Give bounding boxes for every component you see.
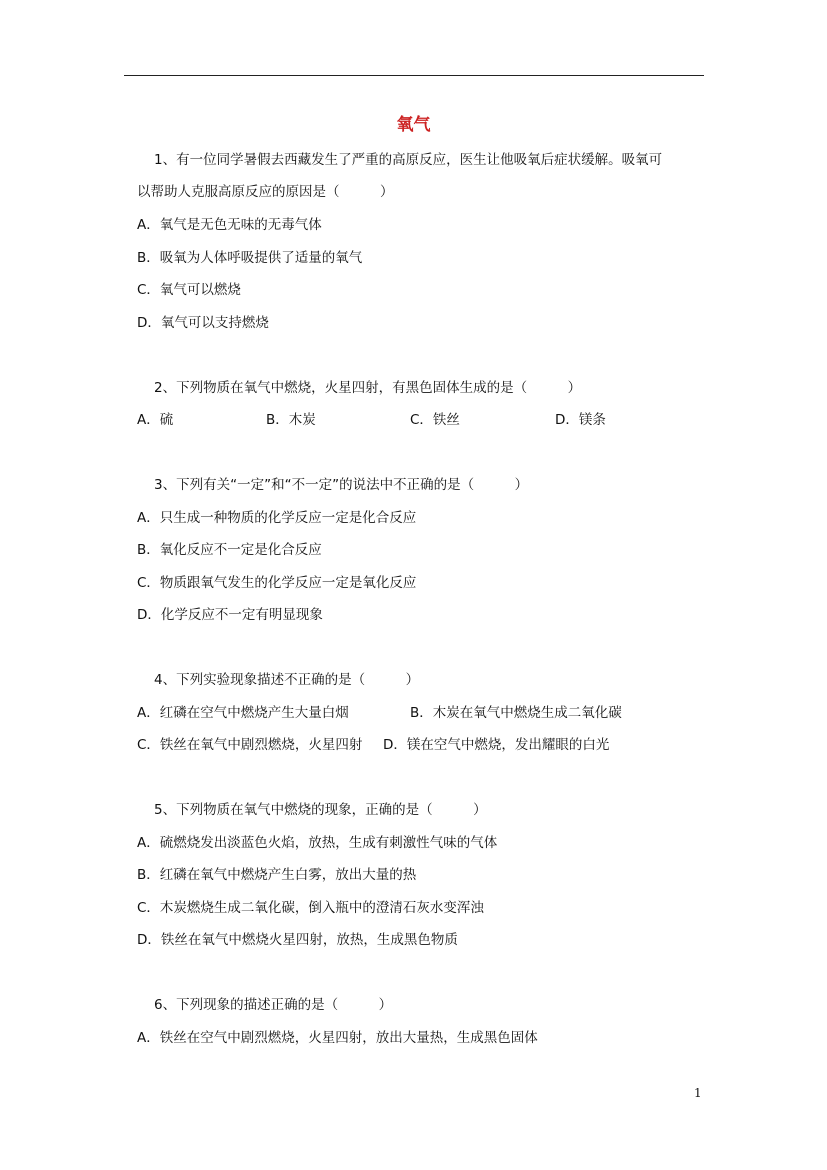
question-4-option-c: C．铁丝在氧气中剧烈燃烧，火星四射 [137,737,363,753]
question-2-text: 2、下列物质在氧气中燃烧，火星四射，有黑色固体生成的是（ ） [154,380,582,396]
question-1-line-1: 1、有一位同学暑假去西藏发生了严重的高原反应，医生让他吸氧后症状缓解。吸氧可 [154,152,663,168]
header-rule [124,75,704,76]
question-6-option-a: A．铁丝在空气中剧烈燃烧，火星四射，放出大量热，生成黑色固体 [137,1030,538,1046]
question-4-option-a: A．红磷在空气中燃烧产生大量白烟 [137,705,349,721]
question-2-option-d: D．镁条 [555,412,606,428]
page-title: 氧气 [396,115,431,135]
question-4-text: 4、下列实验现象描述不正确的是（ ） [154,672,420,688]
question-3-option-b: B．氧化反应不一定是化合反应 [137,542,322,558]
question-1-option-d: D．氧气可以支持燃烧 [137,315,269,331]
question-5-text: 5、下列物质在氧气中燃烧的现象，正确的是（ ） [154,802,487,818]
question-5-option-c: C．木炭燃烧生成二氧化碳，倒入瓶中的澄清石灰水变浑浊 [137,900,484,916]
question-2-option-a: A．硫 [137,412,174,428]
question-4-option-d: D．镁在空气中燃烧，发出耀眼的白光 [383,737,610,753]
question-3-option-a: A．只生成一种物质的化学反应一定是化合反应 [137,510,417,526]
question-5-option-d: D．铁丝在氧气中燃烧火星四射，放热，生成黑色物质 [137,932,458,948]
question-3-option-c: C．物质跟氧气发生的化学反应一定是氧化反应 [137,575,417,591]
question-3-text: 3、下列有关“一定”和“不一定”的说法中不正确的是（ ） [154,477,529,493]
question-2-option-c: C．铁丝 [410,412,460,428]
question-1-option-c: C．氧气可以燃烧 [137,282,241,298]
question-5-option-b: B．红磷在氧气中燃烧产生白雾，放出大量的热 [137,867,417,883]
question-1-line-2: 以帮助人克服高原反应的原因是（ ） [137,184,394,200]
question-2-option-b: B．木炭 [266,412,316,428]
page-number: 1 [694,1086,702,1100]
question-4-option-b: B．木炭在氧气中燃烧生成二氧化碳 [410,705,622,721]
question-5-option-a: A．硫燃烧发出淡蓝色火焰，放热，生成有刺激性气味的气体 [137,835,498,851]
question-6-text: 6、下列现象的描述正确的是（ ） [154,997,393,1013]
question-3-option-d: D．化学反应不一定有明显现象 [137,607,323,623]
question-1-option-b: B．吸氧为人体呼吸提供了适量的氧气 [137,250,363,266]
question-1-option-a: A．氧气是无色无味的无毒气体 [137,217,322,233]
